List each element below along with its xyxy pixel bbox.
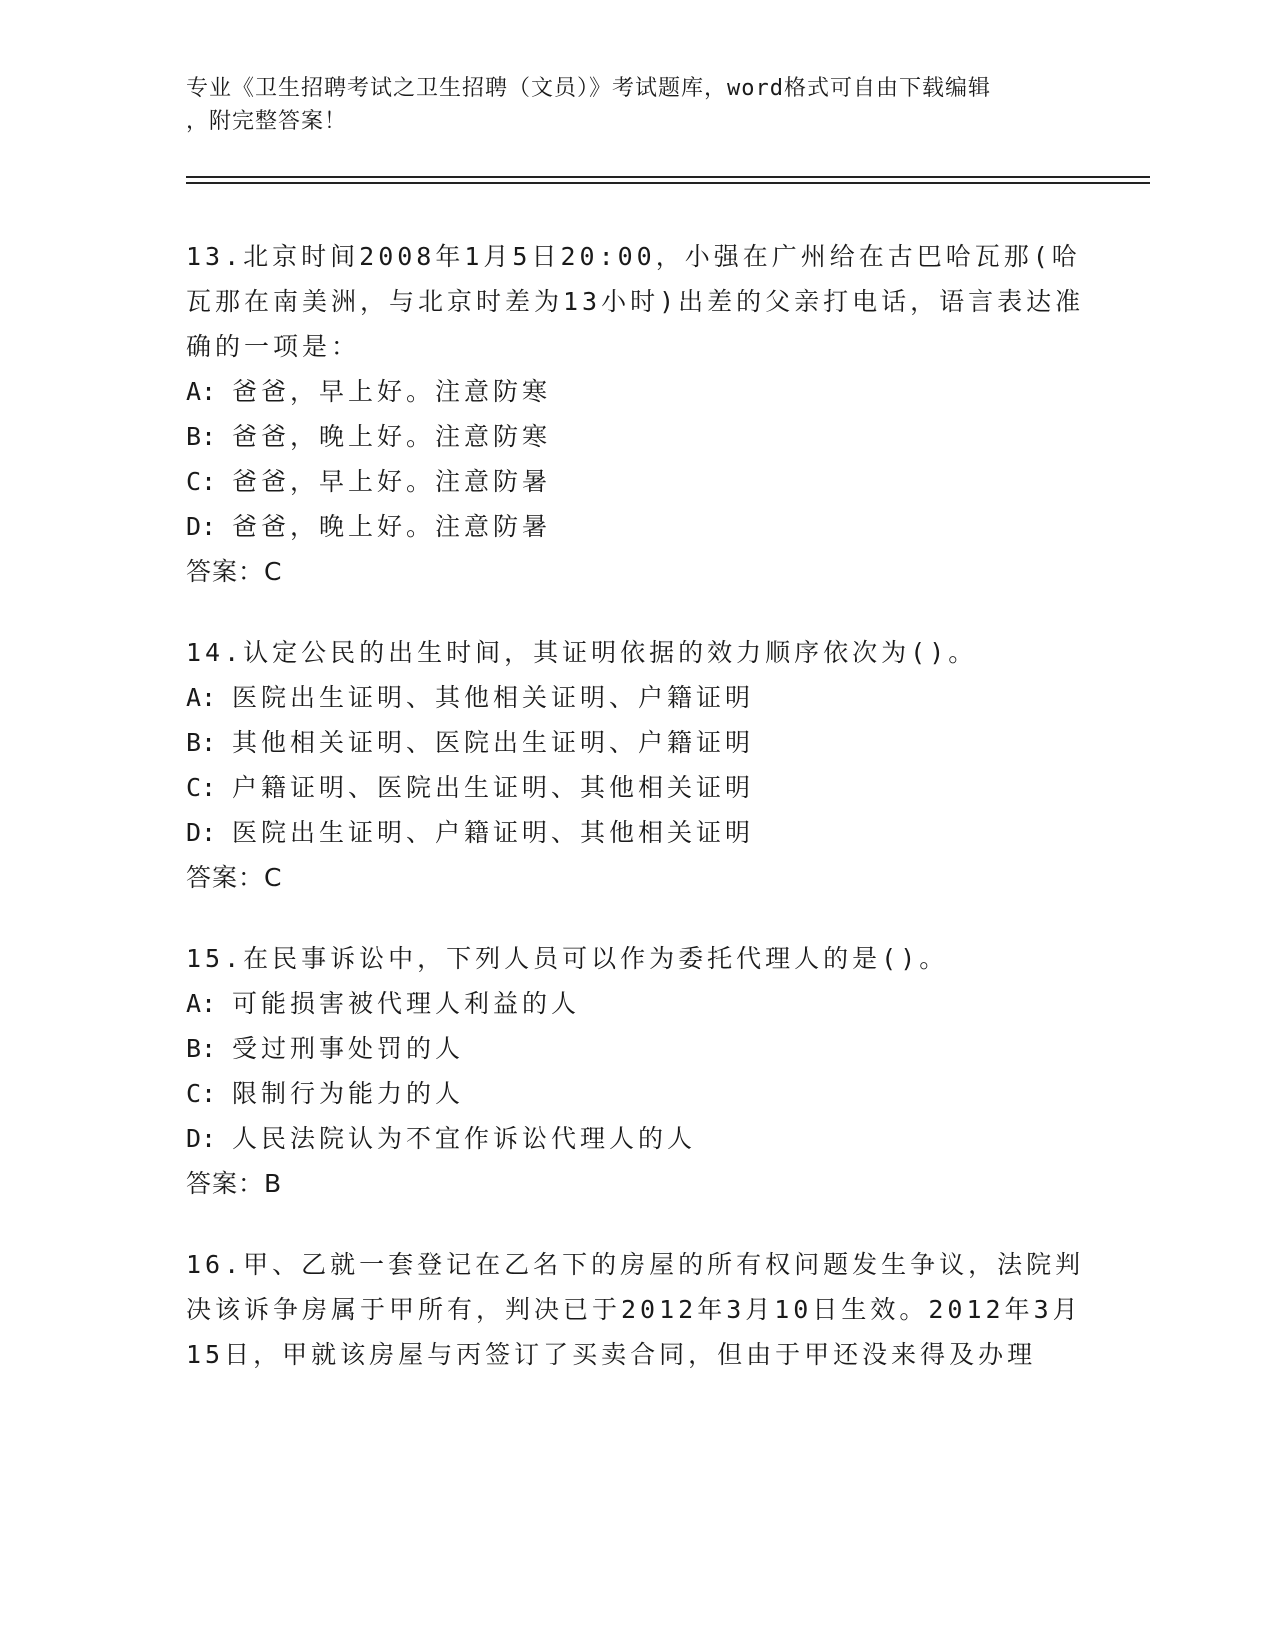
- option-text: 医院出生证明、其他相关证明、户籍证明: [232, 683, 755, 712]
- header-line-1: 专业《卫生招聘考试之卫生招聘（文员）》考试题库，word格式可自由下载编辑: [186, 76, 991, 101]
- option-text: 可能损害被代理人利益的人: [232, 989, 581, 1018]
- answer-line: 答案：C: [186, 557, 283, 586]
- option-text: 限制行为能力的人: [232, 1079, 465, 1108]
- document-header: [186, 72, 1066, 138]
- option-text: 爸爸，早上好。注意防寒: [232, 377, 552, 406]
- option-d: [186, 504, 1086, 549]
- question-stem: 14.认定公民的出生时间，其证明依据的效力顺序依次为()。: [186, 638, 978, 667]
- question-list: [186, 234, 1086, 1413]
- option-text: 爸爸，早上好。注意防暑: [232, 467, 552, 496]
- option-text: 爸爸，晚上好。注意防寒: [232, 422, 552, 451]
- option-c: [186, 1071, 1086, 1116]
- question-16: [186, 1242, 1086, 1377]
- question-14: [186, 630, 1086, 900]
- question-stem: 15.在民事诉讼中，下列人员可以作为委托代理人的是()。: [186, 944, 949, 973]
- option-c: [186, 765, 1086, 810]
- header-divider-top: [186, 176, 1150, 178]
- option-text: 户籍证明、医院出生证明、其他相关证明: [232, 773, 755, 802]
- option-text: 医院出生证明、户籍证明、其他相关证明: [232, 818, 755, 847]
- option-d: [186, 1116, 1086, 1161]
- option-key: B:: [186, 1034, 217, 1063]
- option-a: [186, 369, 1086, 414]
- question-stem: 16.甲、乙就一套登记在乙名下的房屋的所有权问题发生争议，法院判决该诉争房属于甲所有，判决已于2012年3月10日生效。2012年3月15日，甲就该房屋与丙签订了买卖合同，但由于甲还没来得及办理: [186, 1250, 1085, 1369]
- option-b: [186, 720, 1086, 765]
- option-text: 人民法院认为不宜作诉讼代理人的人: [232, 1124, 697, 1153]
- option-key: D:: [186, 818, 217, 847]
- option-b: [186, 1026, 1086, 1071]
- answer-line: 答案：C: [186, 863, 283, 892]
- option-key: D:: [186, 512, 217, 541]
- option-key: A:: [186, 683, 217, 712]
- option-text: 爸爸，晚上好。注意防暑: [232, 512, 552, 541]
- option-key: C:: [186, 467, 217, 496]
- question-15: [186, 936, 1086, 1206]
- option-c: [186, 459, 1086, 504]
- option-key: D:: [186, 1124, 217, 1153]
- option-a: [186, 675, 1086, 720]
- option-key: C:: [186, 1079, 217, 1108]
- option-key: C:: [186, 773, 217, 802]
- answer-line: 答案：B: [186, 1169, 283, 1198]
- question-13: [186, 234, 1086, 594]
- option-key: A:: [186, 989, 217, 1018]
- option-d: [186, 810, 1086, 855]
- option-key: B:: [186, 422, 217, 451]
- question-stem: 13.北京时间2008年1月5日20:00，小强在广州给在古巴哈瓦那(哈瓦那在南美洲，与北京时差为13小时)出差的父亲打电话，语言表达准确的一项是：: [186, 242, 1085, 361]
- option-key: A:: [186, 377, 217, 406]
- option-text: 其他相关证明、医院出生证明、户籍证明: [232, 728, 755, 757]
- header-line-2: ，附完整答案！: [186, 109, 348, 134]
- option-key: B:: [186, 728, 217, 757]
- option-b: [186, 414, 1086, 459]
- option-text: 受过刑事处罚的人: [232, 1034, 465, 1063]
- option-a: [186, 981, 1086, 1026]
- header-divider-bottom: [186, 182, 1150, 184]
